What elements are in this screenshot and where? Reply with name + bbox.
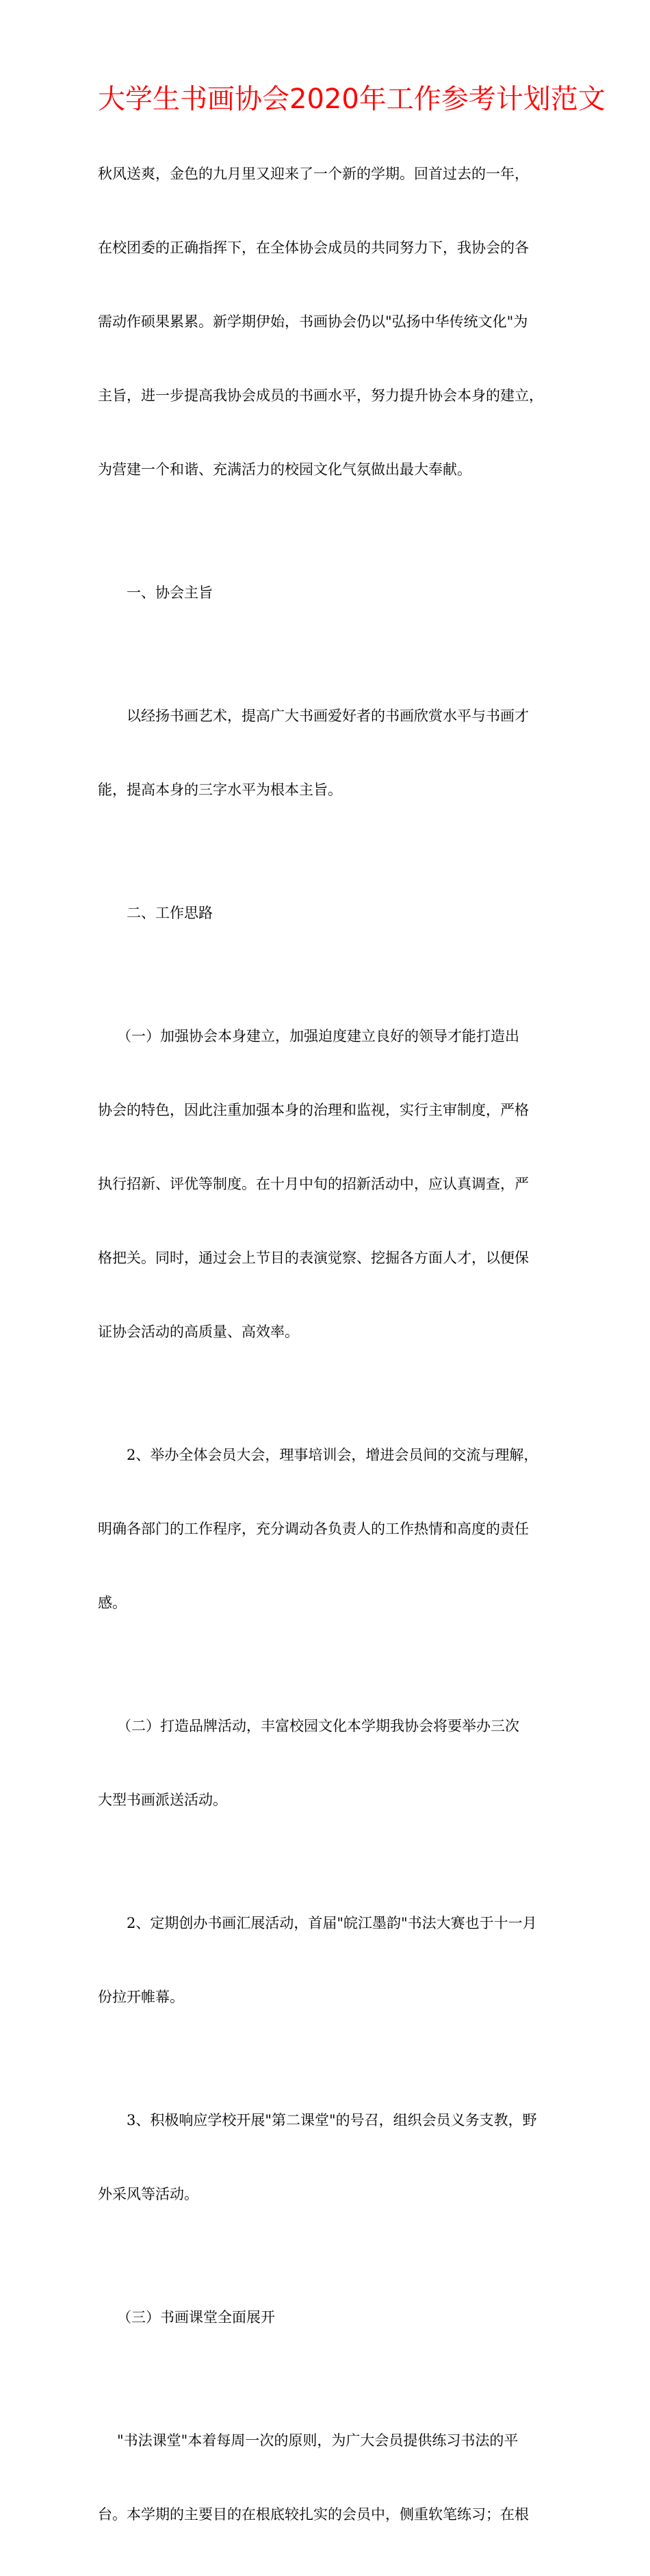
paragraph-part-one (98, 975, 558, 1393)
text-line: 需动作硕果累累。新学期伊始，书画协会仍以"弘扬中华传统文化"为 (98, 313, 528, 330)
text-line: 为营建一个和谐、充满活力的校园文化气氛做出最大奉献。 (98, 461, 471, 478)
section-heading-ideas (98, 851, 558, 975)
text-line: 3、积极响应学校开展"第二课堂"的号召，组织会员义务支教，野 (127, 2112, 537, 2128)
text-line: 在校团委的正确指挥下，在全体协会成员的共同努力下，我协会的各 (98, 240, 529, 256)
text-line: 2、举办全体会员大会，理事培训会，增进会员间的交流与理解， (127, 1447, 538, 1463)
paragraph-item-2a (98, 1393, 558, 1664)
paragraph-calligraphy-class (98, 2379, 558, 2576)
text-line: 能，提高本身的三字水平为根本主旨。 (98, 782, 342, 798)
document-title: 大学生书画协会2020年工作参考计划范文 (98, 83, 606, 115)
text-line: 份拉开帷幕。 (98, 1989, 184, 2005)
section-heading: 一、协会主旨 (127, 584, 213, 601)
text-line: 秋风送爽，金色的九月里又迎来了一个新的学期。回首过去的一年， (98, 166, 529, 182)
paragraph-purpose (98, 654, 558, 851)
text-line: （三）书画课堂全面展开 (117, 2309, 275, 2326)
paragraph-item-2b (98, 1862, 558, 2059)
text-line: 主旨，进一步提高我协会成员的书画水平，努力提升协会本身的建立， (98, 387, 543, 404)
text-line: 格把关。同时，通过会上节目的表演觉察、挖掘各方面人才，以便保 (98, 1250, 529, 1266)
document-body (98, 112, 558, 2576)
text-line: （二）打造品牌活动，丰富校园文化本学期我协会将要举办三次 (117, 1718, 519, 1734)
text-line: 感。 (98, 1595, 127, 1611)
text-line: 大型书画派送活动。 (98, 1792, 227, 1808)
section-heading-purpose (98, 531, 558, 654)
paragraph-part-two (98, 1664, 558, 1862)
text-line: 台。本学期的主要目的在根底较扎实的会员中，侧重软笔练习；在根 (98, 2506, 529, 2523)
text-line: 执行招新、评优等制度。在十月中旬的招新活动中，应认真调查，严 (98, 1176, 529, 1192)
text-line: "书法课堂"本着每周一次的原则，为广大会员提供练习书法的平 (117, 2432, 519, 2449)
paragraph-intro (98, 112, 558, 531)
paragraph-part-three (98, 2256, 558, 2379)
text-line: （一）加强协会本身建立，加强迫度建立良好的领导才能打造出 (117, 1028, 519, 1044)
text-line: 外采风等活动。 (98, 2186, 198, 2202)
text-line: 明确各部门的工作程序，充分调动各负责人的工作热情和高度的责任 (98, 1521, 529, 1537)
text-line: 以经扬书画艺术，提高广大书画爱好者的书画欣赏水平与书画才 (127, 708, 529, 724)
paragraph-item-3 (98, 2059, 558, 2256)
text-line: 证协会活动的高质量、高效率。 (98, 1324, 299, 1340)
text-line: 2、定期创办书画汇展活动，首届"皖江墨韵"书法大赛也于十一月 (127, 1915, 537, 1931)
text-line: 协会的特色，因此注重加强本身的治理和监视，实行主审制度，严格 (98, 1102, 529, 1118)
section-heading: 二、工作思路 (127, 905, 213, 921)
